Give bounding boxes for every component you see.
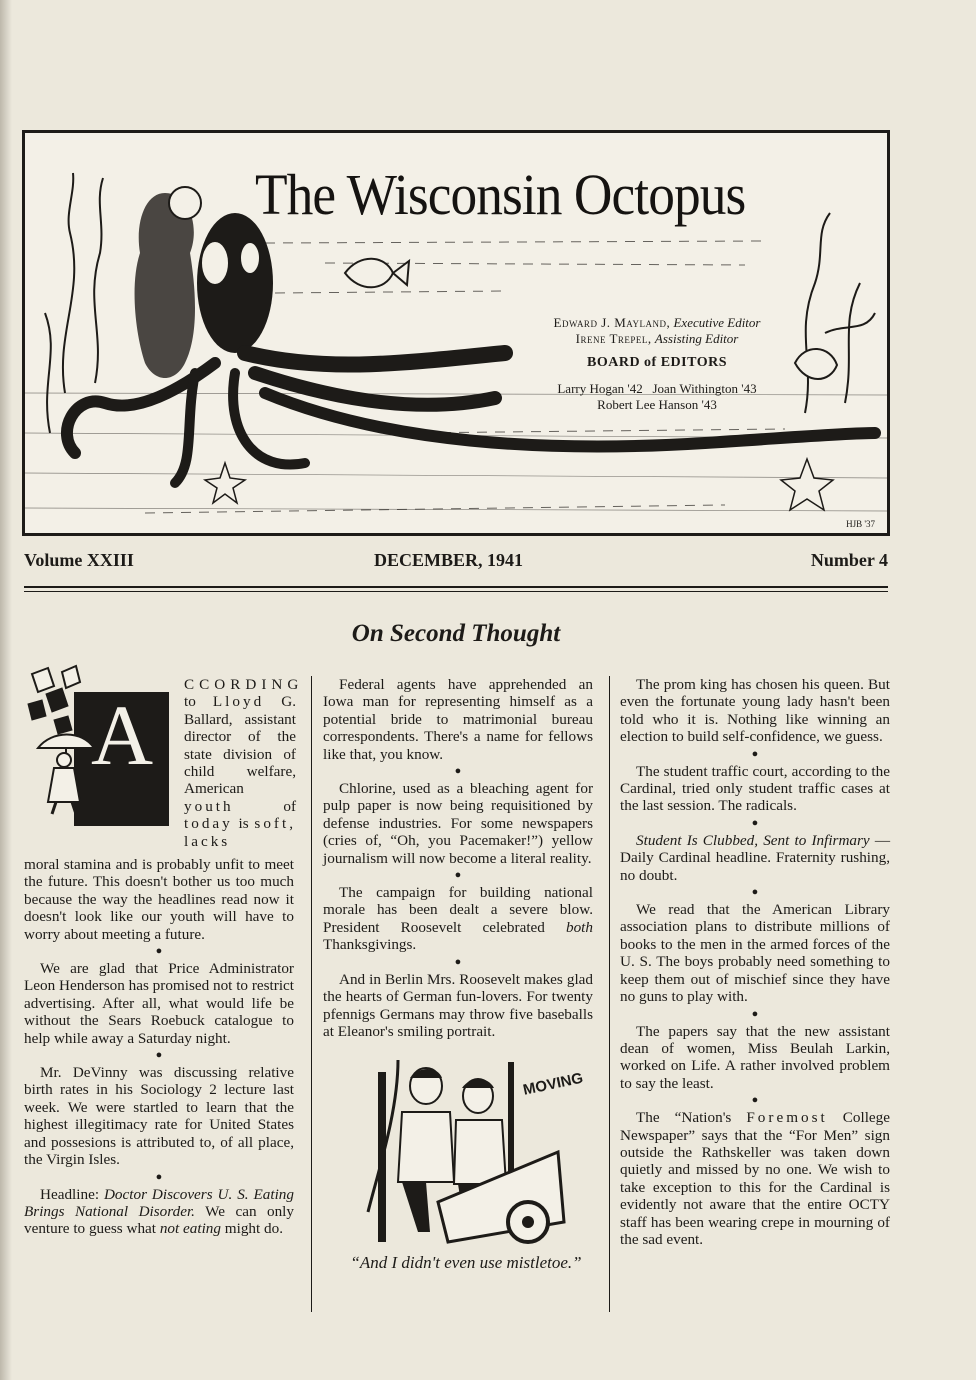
item-prom-king: The prom king has chosen his queen. But even the fortunate young lady hasn't been told who it is. Nothing like winning an election to build self-confidence, we guess. — [620, 676, 890, 746]
item-text: —Daily Cardinal headline. Fraternity rushing, no doubt. — [620, 831, 890, 884]
bullet-separator: ● — [155, 945, 163, 958]
item-federal-agents: Federal agents have apprehended an Iowa man for representing himself as a potential bride to matrimonial bureau correspondents. There's a name for fellows like that, you know. — [323, 676, 593, 763]
item-headline-doctor — [24, 1186, 294, 1238]
artist-signature: HJB '37 — [846, 519, 875, 529]
item-text: College Newspaper” says that the “For Men” sign outside the Rathskeller was taken down quietly and missed by no one. We wish to take exception to this for the Cardinal is evidently not aware that the entire OCTY staff has been wearing crepe in mourning of the sad event. — [620, 1109, 891, 1248]
bullet-separator: ● — [751, 816, 759, 829]
dropcap-illustration — [24, 664, 174, 830]
dropcap-letter: A — [90, 687, 154, 783]
item-chlorine: Chlorine, used as a bleaching agent for pulp paper is now being requisitioned by defense industries. For some newspapers (cries of, “Oh, you Pacemaker!”) yellow journalism will now become a literal reality. — [323, 780, 593, 867]
item-text: might do. — [224, 1220, 284, 1238]
divider-rule-bottom — [24, 591, 888, 592]
item-text: Headline: — [40, 1185, 100, 1203]
column-1 — [24, 676, 304, 1238]
bullet-separator: ● — [751, 1007, 759, 1020]
cartoon-illustration — [338, 1052, 585, 1252]
intro-word: CCORDING — [184, 676, 304, 693]
executive-editor-role: Executive Editor — [673, 315, 761, 330]
board-members-line-1: Larry Hogan '42 Joan Withington '43 — [557, 381, 757, 396]
cartoon-sign: MOVING — [521, 1069, 585, 1100]
item-for-men-sign — [620, 1109, 890, 1248]
column-2 — [323, 676, 593, 1273]
item-price-administrator: We are glad that Price Administrator Leon Henderson has promised not to restrict advertising. After all, what would life be without the Sears Roebuck catalogue to help while away a Saturday night. — [24, 960, 294, 1047]
dropcap-block — [24, 676, 304, 856]
issue-date: DECEMBER, 1941 — [374, 550, 524, 570]
intro-lacks: lacks — [184, 832, 231, 850]
section-title: On Second Thought — [351, 620, 561, 647]
cartoon-caption: “And I didn't even use mistletoe.” — [350, 1253, 582, 1273]
item-child-welfare-rest: moral stamina and is probably unfit to meet the future. This doesn't bother us too much because the way the headlines read now it doesn't look like our youth will have to worry about meeting a future. — [24, 856, 294, 943]
publication-title: The Wisconsin Octopus — [255, 162, 746, 227]
item-text: Thanksgivings. — [323, 936, 417, 954]
item-library-association: We read that the American Library association plans to distribute millions of books to the men in the armed forces of the U. S. The boys probably need something to keep them out of mischief since they have no guns to play with. — [620, 901, 890, 1006]
intro-youth: youth — [184, 797, 234, 815]
executive-editor-name: Edward J. Mayland, — [553, 315, 671, 330]
page-edge-shadow — [0, 0, 12, 1380]
emphasis-text: both — [565, 918, 593, 936]
intro-is: is — [238, 815, 249, 833]
emphasis-text: not eating — [159, 1220, 221, 1238]
issue-bar — [24, 548, 888, 578]
board-members-line-2: Robert Lee Hanson '43 — [597, 397, 717, 412]
item-assistant-dean: The papers say that the new assistant dean of women, Miss Beulah Larkin, worked on Life. A rather involved problem to say the least. — [620, 1022, 890, 1092]
assisting-editor-name: Irene Trepel, — [575, 331, 652, 346]
item-student-clubbed — [620, 832, 890, 884]
item-berlin: And in Berlin Mrs. Roosevelt makes glad the hearts of German fun-lovers. For twenty pfennigs Germans may throw five baseballs at Eleanor's smiling portrait. — [323, 970, 593, 1040]
bullet-separator: ● — [155, 1049, 163, 1062]
bullet-separator: ● — [454, 955, 462, 968]
column-divider-2 — [609, 676, 610, 1312]
bullet-separator: ● — [751, 886, 759, 899]
editors-block — [507, 315, 807, 413]
board-of-editors-label: BOARD of EDITORS — [587, 355, 727, 370]
item-text: We can only venture to guess what — [24, 1202, 294, 1238]
intro-soft: soft, — [254, 815, 296, 833]
intro-today: today — [184, 815, 233, 833]
column-3 — [620, 676, 890, 1248]
bullet-separator: ● — [155, 1170, 163, 1183]
intro-text-2: G. Ballard, assistant director of the state division of child welfare, American — [184, 693, 296, 798]
bullet-separator: ● — [751, 1094, 759, 1107]
column-divider-1 — [311, 676, 312, 1312]
item-text: The campaign for building national morale has been dealt a severe blow. President Roosevelt celebrated — [323, 884, 593, 936]
spaced-word: Foremost — [746, 1109, 828, 1127]
issue-number: Number 4 — [810, 550, 888, 570]
item-birth-rates: Mr. DeVinny was discussing relative birth rates in his Sociology 2 lecture last week. We were startled to learn that the highest illegitimacy rate for United States and possesions is attributed to, of all place, the Virgin Isles. — [24, 1064, 294, 1169]
bullet-separator: ● — [751, 747, 759, 760]
bullet-separator: ● — [454, 869, 462, 882]
volume-label: Volume XXIII — [24, 550, 134, 570]
dropcap-intro — [184, 676, 304, 850]
assisting-editor-role: Assisting Editor — [654, 331, 739, 346]
intro-of: of — [283, 797, 296, 815]
item-traffic-court: The student traffic court, according to the Cardinal, tried only student traffic cases at the last session. The radicals. — [620, 762, 890, 815]
divider-rule-top — [24, 586, 888, 588]
item-text: The “Nation's — [636, 1109, 732, 1127]
intro-name: Lloyd — [212, 693, 265, 711]
intro-text: to — [184, 693, 196, 711]
item-national-morale — [323, 884, 593, 954]
quoted-headline: Doctor Discovers U. S. Eating Brings National Disorder. — [24, 1185, 294, 1220]
bullet-separator: ● — [454, 765, 462, 778]
masthead — [22, 130, 890, 536]
quoted-headline: Student Is Clubbed, Sent to Infirmary — [636, 831, 870, 849]
